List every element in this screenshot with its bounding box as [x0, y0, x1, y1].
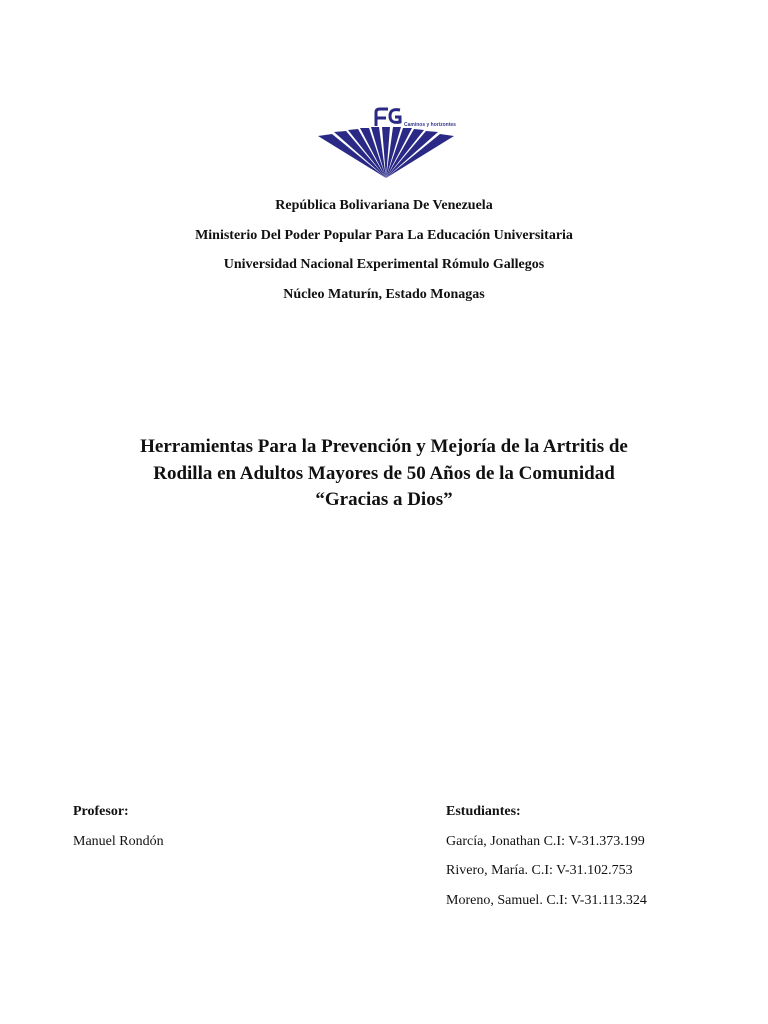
document-title [100, 434, 668, 514]
institution-university: Universidad Nacional Experimental Rómulo Gallegos [223, 257, 545, 273]
student-item: García, Jonathan C.I: V-31.373.199 [446, 833, 645, 849]
institution-ministry: Ministerio Del Poder Popular Para La Educación Universitaria [195, 227, 573, 243]
students-section [446, 802, 647, 920]
professor-section [73, 802, 164, 861]
logo-tagline: Caminos y horizontes [404, 122, 456, 128]
professor-heading: Profesor: [73, 804, 129, 819]
title-line-1: Herramientas Para la Prevención y Mejoría de la Artritis de [140, 436, 628, 457]
students-heading: Estudiantes: [446, 804, 521, 819]
institution-campus: Núcleo Maturín, Estado Monagas [283, 287, 485, 303]
institution-header [0, 196, 768, 315]
title-line-3: “Gracias a Dios” [315, 489, 453, 510]
university-logo-graphic [316, 104, 456, 180]
institution-republic: República Bolivariana De Venezuela [275, 198, 493, 213]
title-line-2: Rodilla en Adultos Mayores de 50 Años de la Comunidad [153, 462, 615, 484]
logo-monogram [376, 109, 400, 126]
student-item: Rivero, María. C.I: V-31.102.753 [446, 863, 633, 878]
professor-name: Manuel Rondón [73, 833, 164, 849]
student-item: Moreno, Samuel. C.I: V-31.113.324 [446, 892, 647, 908]
university-logo [316, 104, 456, 180]
logo-rays [318, 127, 454, 178]
